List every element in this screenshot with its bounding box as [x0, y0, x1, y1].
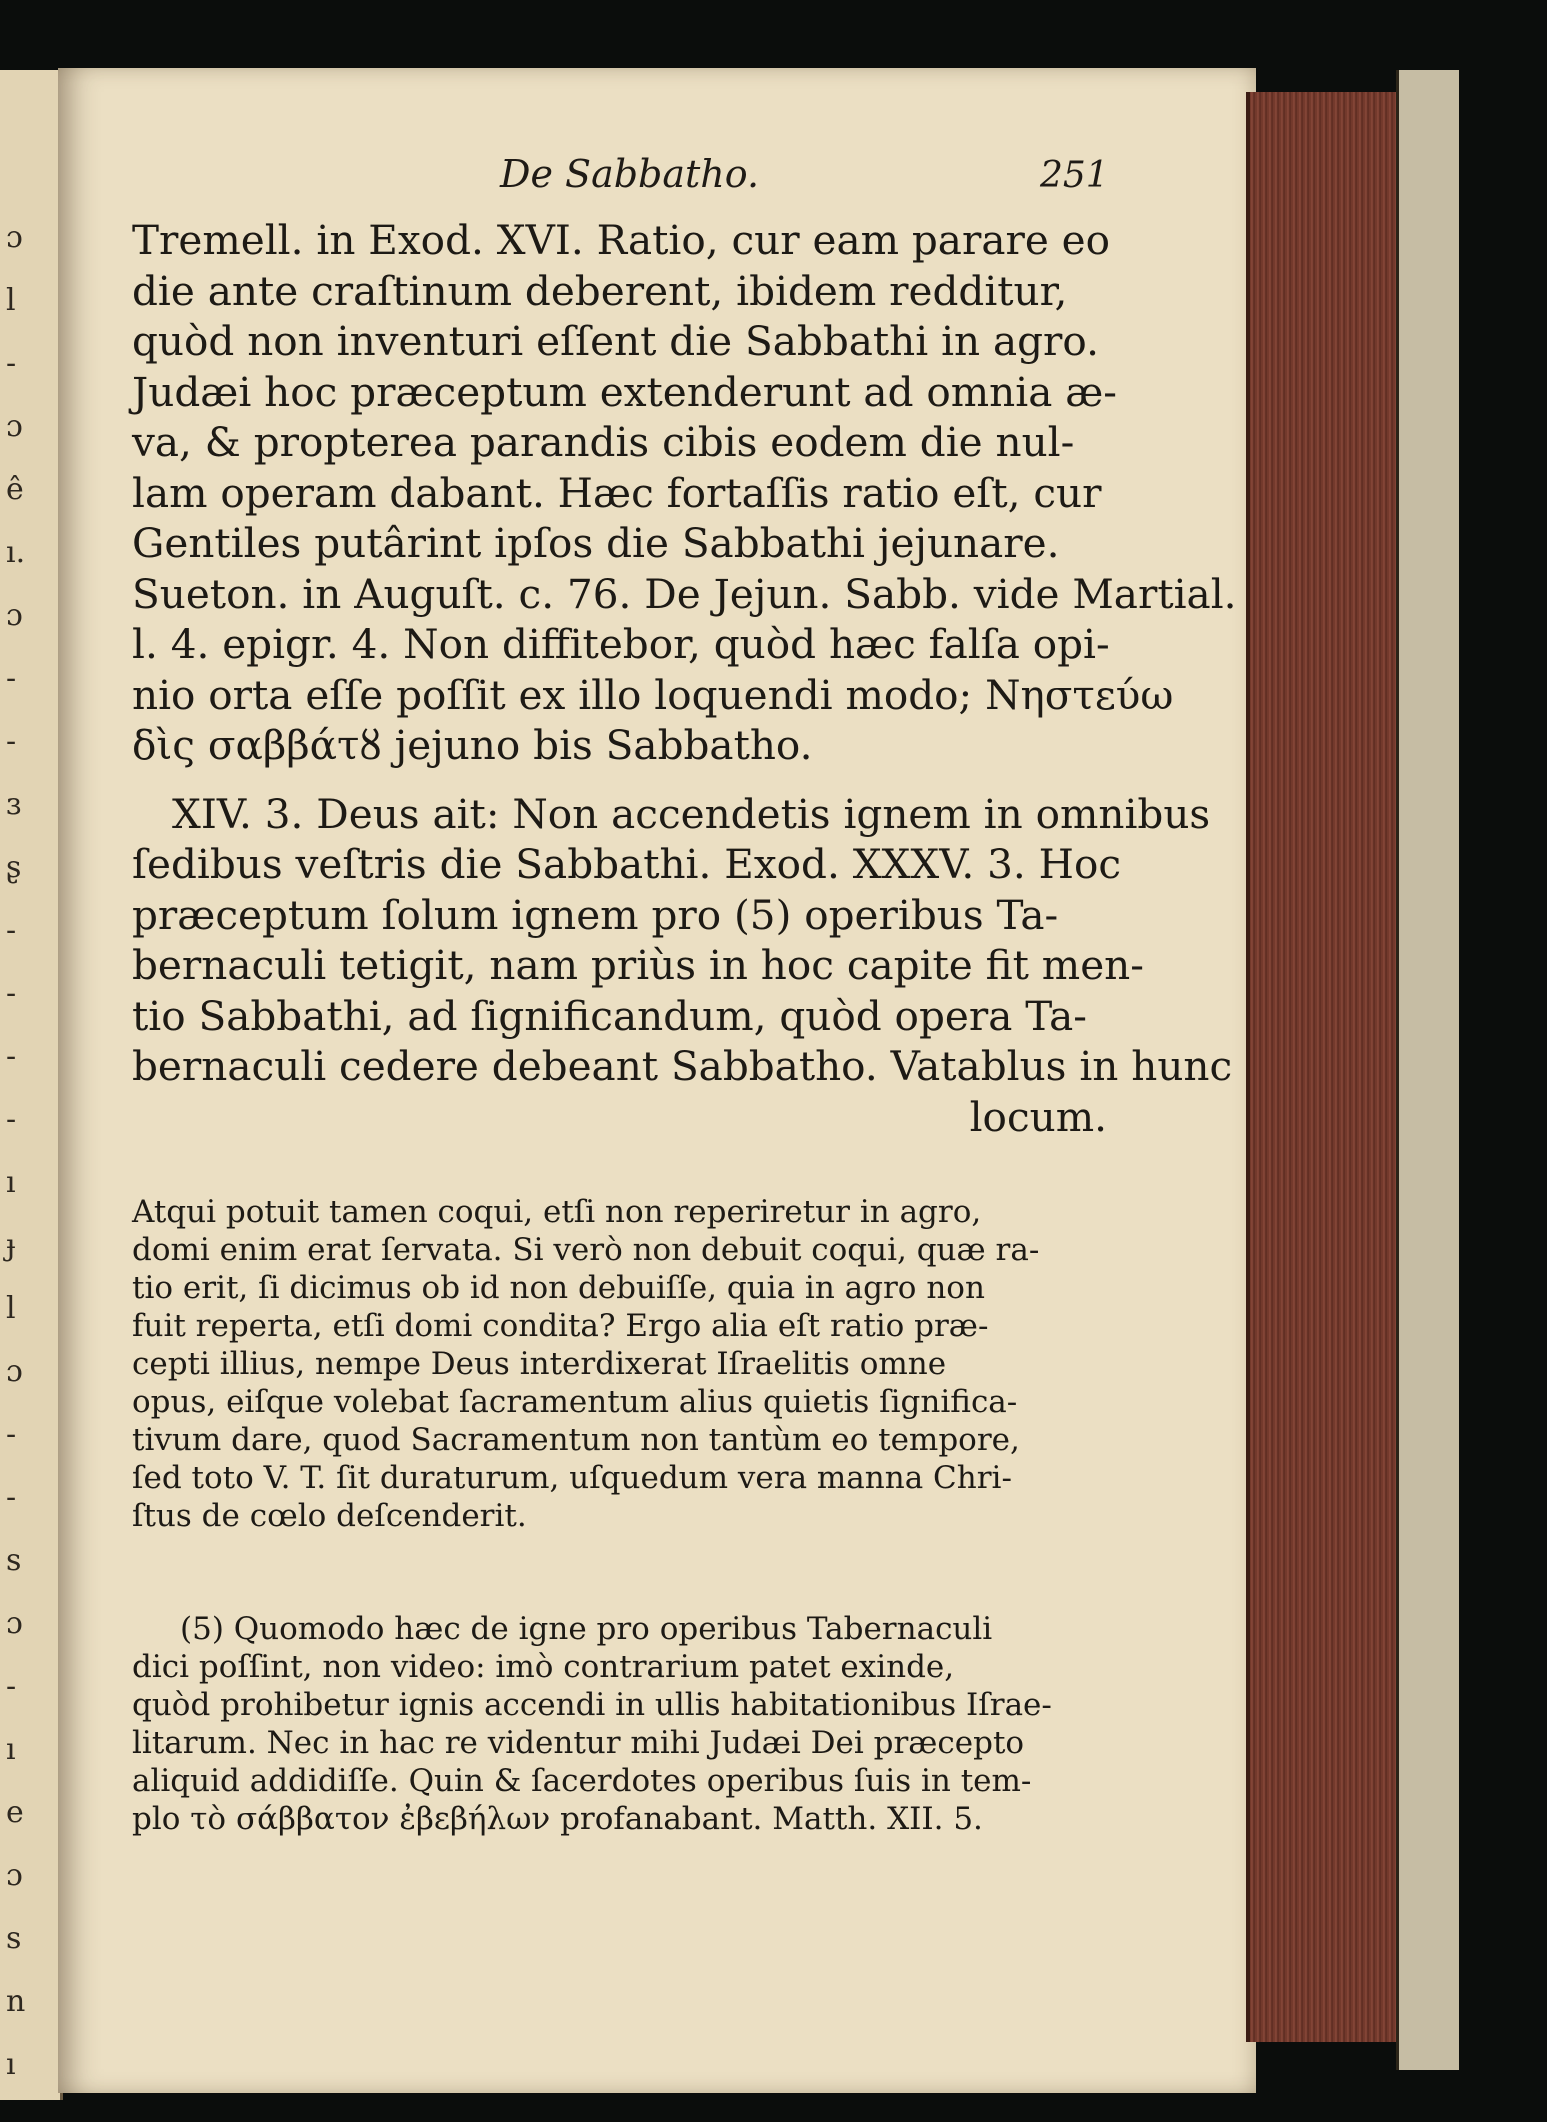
page-number: 251 [1040, 155, 1109, 196]
margin-fragment: - [6, 1039, 17, 1074]
margin-fragment: - [6, 1417, 17, 1452]
margin-fragment: ɔ [6, 1354, 23, 1389]
footnote-line: cepti illius, nempe Deus interdixerat Iſraelitis omne [132, 1346, 947, 1382]
footnote-line: tivum dare, quod Sacramentum non tantùm eo tempore, [132, 1422, 1020, 1458]
margin-fragment: - [6, 976, 17, 1011]
text-line: Sueton. in Auguſt. c. 76. De Jejun. Sabb. vide Martial. [132, 569, 1237, 618]
text-line: va, & propterea parandis cibis eodem die nul- [132, 418, 1075, 466]
running-head: De Sabbatho. [500, 152, 760, 196]
text-line: tio Sabbathi, ad ſignificandum, quòd opera Ta- [132, 991, 1087, 1040]
margin-fragment: - [6, 346, 17, 381]
margin-fragment: ʂ [6, 850, 22, 885]
text-line: nio orta eſſe poſſit ex illo loquendi modo; Νηστεύω [132, 670, 1174, 719]
footnote-5 [132, 1610, 1100, 1838]
footnote-line: quòd prohibetur ignis accendi in ullis habitationibus Iſrae- [132, 1687, 1052, 1723]
text-line: XIV. 3. Deus ait: Non accendetis ignem in omnibus [172, 789, 1211, 838]
text-line: præceptum ſolum ignem pro (5) operibus Ta- [132, 890, 1059, 939]
page-block-edges [1246, 92, 1402, 2042]
margin-fragment: n [6, 1984, 26, 2019]
text-line: die ante craſtinum deberent, ibidem redditur, [132, 266, 1068, 315]
margin-fragment: e [6, 1795, 24, 1830]
footnote-line: (5) Quomodo hæc de igne pro operibus Tabernaculi [180, 1611, 993, 1647]
text-line: bernaculi cedere debeant Sabbatho. Vatablus in hunc [132, 1042, 1233, 1090]
margin-fragment: ɔ [6, 220, 23, 255]
footnote-line: ſtus de cœlo deſcenderit. [132, 1498, 527, 1534]
text-line: lam operam dabant. Hæc fortaſſis ratio eſt, cur [132, 468, 1102, 517]
text-line: δὶς σαββάτȣ jejuno bis Sabbatho. [132, 721, 813, 769]
book-cover-edge [1396, 70, 1459, 2070]
text-line: Judæi hoc præceptum extenderunt ad omnia æ- [132, 367, 1117, 416]
margin-fragment: l [6, 283, 16, 318]
margin-fragment: - [6, 724, 17, 759]
margin-fragment: l [6, 1291, 16, 1326]
text-line: Gentiles putârint ipſos die Sabbathi jejunare. [132, 519, 1060, 567]
footnote-line: ſed toto V. T. ſit duraturum, uſquedum vera manna Chri- [132, 1460, 1012, 1496]
margin-fragment: ı. [6, 535, 26, 570]
margin-fragment: ɔ [6, 409, 23, 444]
footnote-line: dici poſſint, non video: imò contrarium patet exinde, [132, 1649, 955, 1685]
margin-fragment: ê [6, 472, 24, 507]
footnote-line: plo τὸ σάββατον ἐβεβήλων profanabant. Matth. XII. 5. [132, 1801, 983, 1837]
footnote-line: domi enim erat ſervata. Si verò non debuit coqui, quæ ra- [132, 1232, 1040, 1268]
margin-fragment: ɔ [6, 1858, 23, 1893]
text-line: locum. [969, 1092, 1107, 1141]
footnote-line: fuit reperta, etſi domi condita? Ergo alia eſt ratio præ- [132, 1308, 989, 1344]
footnote-line: aliquid addidiſſe. Quin & ſacerdotes operibus ſuis in tem- [132, 1763, 1032, 1799]
margin-fragment: - [6, 661, 17, 696]
margin-fragment: - [6, 1102, 17, 1137]
text-line: ſedibus veſtris die Sabbathi. Exod. XXXV. 3. Hoc [132, 840, 1122, 888]
margin-fragment: s [6, 1921, 22, 1956]
footnote-line: litarum. Nec in hac re videntur mihi Judæi Dei præcepto [132, 1725, 1025, 1761]
text-line: Tremell. in Exod. XVI. Ratio, cur eam parare eo [132, 216, 1111, 264]
footnote-continued [132, 1193, 1100, 1535]
margin-fragment: - [6, 913, 17, 948]
footnote-line: Atqui potuit tamen coqui, etſi non reperiretur in agro, [132, 1194, 982, 1230]
margin-fragment: ı [6, 1165, 16, 1200]
margin-fragment: ɔ [6, 598, 23, 633]
text-line: l. 4. epigr. 4. Non diffitebor, quòd hæc falſa opi- [132, 620, 1110, 668]
margin-fragment: ɜ [6, 787, 22, 822]
margin-fragment: ɔ [6, 1606, 23, 1641]
margin-fragment: s [6, 1543, 22, 1578]
margin-fragment: ı [6, 2047, 16, 2082]
footnote-line: tio erit, ſi dicimus ob id non debuiſſe, quia in agro non [132, 1270, 985, 1306]
margin-fragment: ɟ [6, 1228, 16, 1263]
previous-page-edge [0, 70, 63, 2100]
text-line: quòd non inventuri eſſent die Sabbathi in agro. [132, 317, 1099, 365]
footnote-line: opus, eiſque volebat ſacramentum alius quietis ſignifica- [132, 1384, 1018, 1420]
main-text-block [132, 215, 1237, 1142]
margin-fragment: - [6, 1480, 17, 1515]
margin-fragment: - [6, 1669, 17, 1704]
text-line: bernaculi tetigit, nam priùs in hoc capite fit men- [132, 941, 1144, 989]
previous-page-margin-fragments [0, 70, 60, 2100]
margin-fragment: ı [6, 1732, 16, 1767]
